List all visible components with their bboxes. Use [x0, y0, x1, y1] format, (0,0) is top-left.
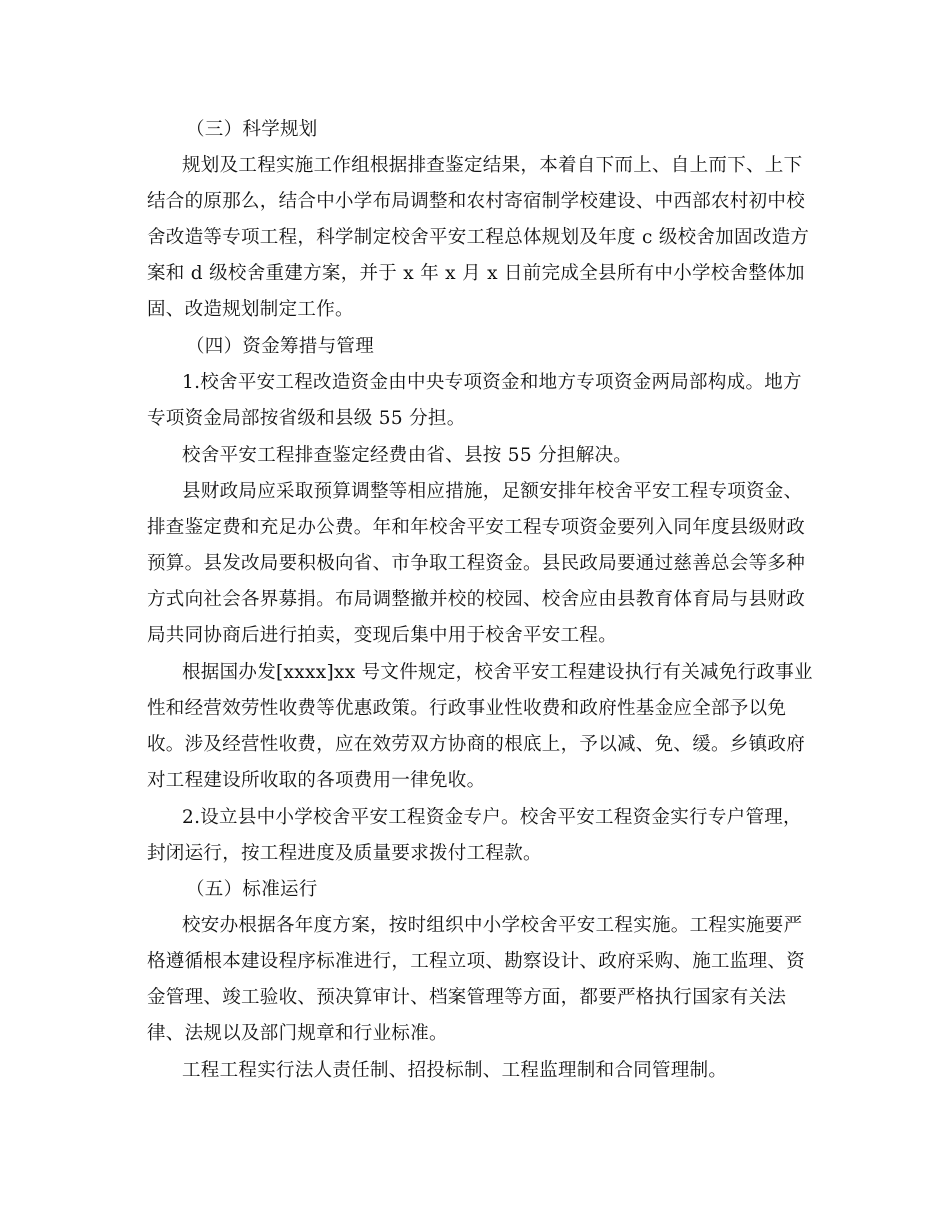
- paragraph-line: 格遵循根本建设程序标准进行，工程立项、勘察设计、政府采购、施工监理、资: [147, 951, 806, 972]
- paragraph-line: 结合的原那么，结合中小学布局调整和农村寄宿制学校建设、中西部农村初中校: [147, 191, 806, 212]
- paragraph-line: 封闭运行，按工程进度及质量要求拨付工程款。: [147, 843, 542, 864]
- paragraph-line: 排查鉴定费和充足办公费。年和年校舍平安工程专项资金要列入同年度县级财政: [147, 517, 806, 538]
- section-heading-4: （四）资金筹措与管理: [186, 336, 375, 357]
- paragraph-line: 局共同协商后进行拍卖，变现后集中用于校舍平安工程。: [147, 625, 618, 646]
- paragraph-line: 校舍平安工程排查鉴定经费由省、县按 55 分担解决。: [182, 445, 633, 466]
- paragraph-line: 性和经营效劳性收费等优惠政策。行政事业性收费和政府性基金应全部予以免: [147, 698, 787, 719]
- paragraph-line: 舍改造等专项工程，科学制定校舍平安工程总体规划及年度 c 级校舍加固改造方: [147, 227, 810, 248]
- paragraph-line: 县财政局应采取预算调整等相应措施，足额安排年校舍平安工程专项资金、: [182, 481, 803, 502]
- paragraph-line: 对工程建设所收取的各项费用一律免收。: [147, 770, 486, 791]
- section-heading-3: （三）科学规划: [186, 119, 318, 140]
- paragraph-line: 方式向社会各界募捐。布局调整撤并校的校园、校舍应由县教育体育局与县财政: [147, 589, 806, 610]
- paragraph-line: 规划及工程实施工作组根据排查鉴定结果，本着自下而上、自上而下、上下: [182, 155, 803, 176]
- paragraph-line: 预算。县发改局要积极向省、市争取工程资金。县民政局要通过慈善总会等多种: [147, 553, 806, 574]
- paragraph-line: 工程工程实行法人责任制、招投标制、工程监理制和合同管理制。: [182, 1060, 728, 1081]
- paragraph-line: 校安办根据各年度方案，按时组织中小学校舍平安工程实施。工程实施要严: [182, 915, 803, 936]
- paragraph-line: 收。涉及经营性收费，应在效劳双方协商的根底上，予以减、免、缓。乡镇政府: [147, 734, 806, 755]
- paragraph-line: 根据国办发[xxxx]xx 号文件规定，校舍平安工程建设执行有关减免行政事业: [182, 662, 813, 683]
- paragraph-line: 固、改造规划制定工作。: [147, 299, 354, 320]
- paragraph-line: 金管理、竣工验收、预决算审计、档案管理等方面，都要严格执行国家有关法: [147, 987, 787, 1008]
- paragraph-line: 案和 d 级校舍重建方案，并于 x 年 x 月 x 日前完成全县所有中小学校舍整体加: [147, 263, 805, 284]
- paragraph-line: 1.校舍平安工程改造资金由中央专项资金和地方专项资金两局部构成。地方: [182, 372, 802, 393]
- section-heading-5: （五）标准运行: [186, 879, 318, 900]
- paragraph-line: 2.设立县中小学校舍平安工程资金专户。校舍平安工程资金实行专户管理，: [182, 807, 802, 828]
- paragraph-line: 专项资金局部按省级和县级 55 分担。: [147, 408, 466, 429]
- paragraph-line: 律、法规以及部门规章和行业标准。: [147, 1023, 448, 1044]
